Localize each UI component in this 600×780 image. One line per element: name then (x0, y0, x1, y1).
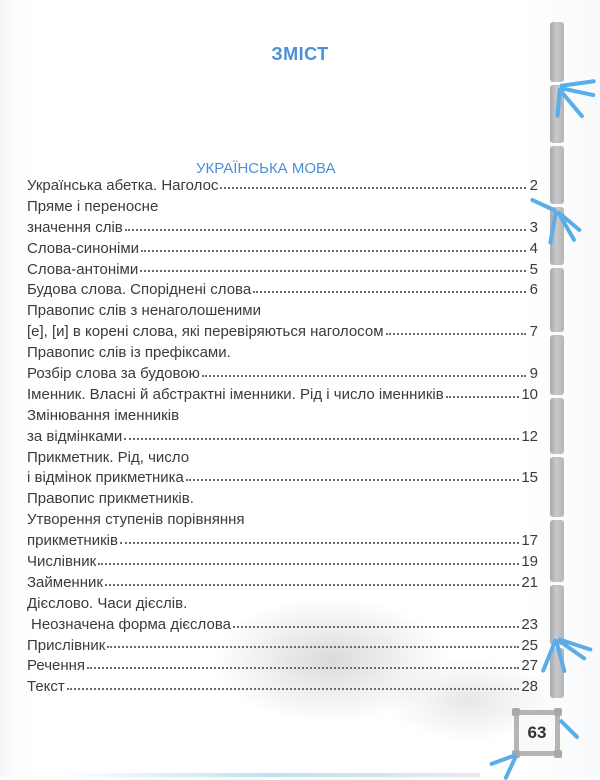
toc-entry-label: Пряме і переносне (27, 197, 159, 215)
bamboo-segment (550, 146, 564, 204)
toc-entry (27, 489, 538, 510)
bamboo-segment (550, 22, 564, 82)
toc-entry (27, 656, 538, 677)
toc-entry-label: Правопис слів з ненаголошеними (27, 302, 261, 320)
toc-entry-page: 25 (521, 636, 538, 654)
toc-entry-page: 19 (521, 553, 538, 571)
dot-leader (107, 646, 519, 648)
toc-entry-page: 12 (521, 427, 538, 445)
toc-entry-label: Утворення ступенів порівняння (27, 511, 245, 529)
toc-entry (27, 364, 538, 385)
toc-entry-page: 5 (529, 260, 538, 278)
toc-entry-page: 10 (521, 385, 538, 403)
toc-entry-label: за відмінками (27, 427, 123, 445)
bamboo-segment (550, 520, 564, 582)
bamboo-leaf-icon (559, 719, 580, 740)
toc-entry (27, 677, 538, 698)
dot-leader (141, 250, 526, 252)
toc-entry-label: Неозначена форма дієслова (31, 615, 231, 633)
toc-entry-page: 15 (521, 469, 538, 487)
toc-entry (27, 573, 538, 594)
toc-entry-label: значення слів (27, 218, 123, 236)
dot-leader (220, 187, 526, 189)
toc-entry-label: і відмінок прикметника (27, 469, 184, 487)
toc-entry-page: 21 (521, 573, 538, 591)
bamboo-segment (550, 335, 564, 395)
toc-entry (27, 448, 538, 469)
toc-entry-label: Розбір слова за будовою (27, 365, 200, 383)
toc-entry (27, 552, 538, 573)
toc-entry (27, 427, 538, 448)
toc-entry-label: Речення (27, 657, 86, 675)
toc-entry (27, 301, 538, 322)
toc-entry (27, 239, 538, 260)
dot-leader (105, 584, 519, 586)
toc-entry-label: прикметників (27, 532, 118, 550)
dot-leader (186, 479, 519, 481)
dot-leader (202, 375, 526, 377)
toc-entry-label: Числівник (27, 553, 97, 571)
table-of-contents (27, 176, 538, 698)
toc-entry (27, 218, 538, 239)
toc-entry-page: 2 (529, 177, 538, 194)
toc-entry-label: Правопис слів із префіксами. (27, 344, 231, 362)
toc-entry (27, 468, 538, 489)
page-title: ЗМІСТ (271, 44, 329, 64)
dot-leader (386, 333, 526, 335)
bamboo-segment (550, 398, 564, 454)
toc-entry-label: Українська абетка. Наголос (27, 177, 219, 194)
toc-entry-label: Слова-антоніми (27, 260, 139, 278)
dot-leader (233, 626, 519, 628)
toc-entry-label: Будова слова. Споріднені слова (27, 281, 252, 299)
dot-leader (125, 229, 526, 231)
dot-leader (124, 438, 519, 440)
toc-entry-label: Правопис прикметників. (27, 490, 194, 508)
toc-entry-page: 3 (529, 218, 538, 236)
toc-entry-label: Змінювання іменників (27, 406, 180, 424)
toc-entry-page: 23 (521, 615, 538, 633)
toc-entry (27, 322, 538, 343)
toc-entry-label: Іменник. Власні й абстрактні іменники. Рід і число іменників (27, 385, 444, 403)
toc-entry-page: 9 (529, 365, 538, 383)
bamboo-stalk-decoration (550, 22, 564, 698)
toc-entry-label: Дієслово. Часи дієслів. (27, 594, 188, 612)
toc-entry (27, 197, 538, 218)
toc-entry (27, 406, 538, 427)
dot-leader (87, 667, 519, 669)
bottom-decoration (60, 773, 480, 777)
toc-entry (27, 176, 538, 197)
toc-entry (27, 615, 538, 636)
toc-entry-page: 6 (529, 281, 538, 299)
toc-entry-page: 27 (521, 657, 538, 675)
toc-entry-label: Слова-синоніми (27, 239, 140, 257)
toc-entry (27, 531, 538, 552)
dot-leader (253, 291, 526, 293)
dot-leader (446, 396, 520, 398)
toc-entry-label: [е], [и] в корені слова, які перевіряються наголосом (27, 323, 384, 341)
toc-entry (27, 260, 538, 281)
dot-leader (120, 542, 519, 544)
toc-entry-label: Текст (27, 678, 65, 696)
toc-entry (27, 594, 538, 615)
bamboo-segment (550, 268, 564, 332)
dot-leader (67, 688, 520, 690)
bamboo-segment (550, 457, 564, 517)
toc-entry-label: Прислівник (27, 636, 106, 654)
toc-entry-page: 4 (529, 239, 538, 257)
bamboo-segment (550, 585, 564, 645)
section-title: УКРАЇНСЬКА МОВА (196, 160, 336, 177)
toc-entry-page: 17 (521, 532, 538, 550)
toc-entry-label: Займенник (27, 573, 103, 591)
dot-leader (98, 563, 519, 565)
page-number: 63 (527, 723, 547, 742)
toc-entry (27, 510, 538, 531)
toc-entry (27, 280, 538, 301)
toc-entry-label: Прикметник. Рід, число (27, 448, 190, 466)
toc-entry (27, 385, 538, 406)
toc-entry-page: 7 (529, 323, 538, 341)
toc-entry-page: 28 (521, 678, 538, 696)
dot-leader (140, 270, 526, 272)
toc-entry (27, 343, 538, 364)
toc-entry (27, 636, 538, 657)
